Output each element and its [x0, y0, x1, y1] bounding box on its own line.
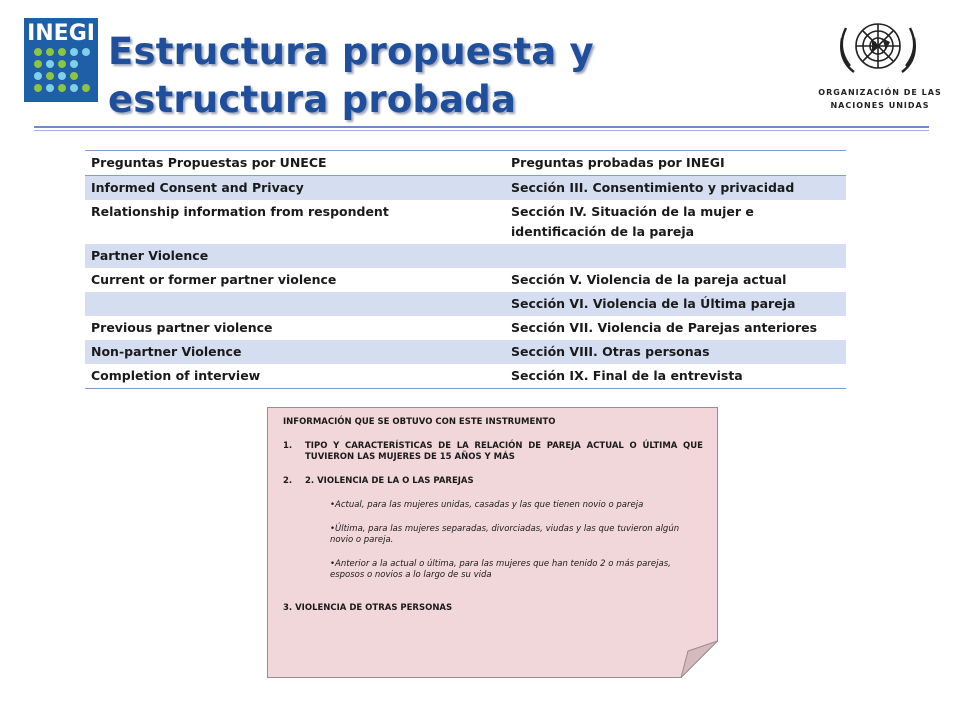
table-header-inegi: Preguntas probadas por INEGI	[505, 151, 846, 176]
table-cell	[85, 292, 505, 316]
header-rule-thin	[34, 130, 929, 131]
table-cell: Sección VII. Violencia de Parejas anteriores	[511, 320, 818, 335]
table-cell: Partner Violence	[85, 244, 505, 268]
table-cell: Previous partner violence	[91, 320, 273, 335]
table-row	[85, 200, 846, 244]
note-item-text: TIPO Y CARACTERÍSTICAS DE LA RELACIÓN DE PAREJA ACTUAL O ÚLTIMA QUE TUVIERON LAS MUJERES DE 15 AÑOS Y MÁS	[305, 441, 703, 462]
note-item	[283, 476, 703, 487]
bullet-icon: •	[330, 524, 336, 534]
table-cell: Sección VIII. Otras personas	[505, 340, 846, 364]
table-cell: Non-partner Violence	[85, 340, 505, 364]
table-cell: Sección IX. Final de la entrevista	[505, 364, 846, 389]
table-row	[85, 316, 846, 340]
table-row	[85, 176, 846, 201]
info-note	[267, 407, 718, 678]
un-caption-line1: ORGANIZACIÓN DE LAS	[818, 88, 942, 97]
page-title: Estructura propuesta y estructura probada	[108, 30, 594, 121]
note-item-number: 2.	[283, 476, 293, 486]
table-cell: Sección III. Consentimiento y privacidad	[505, 176, 846, 201]
note-subitem-text: Actual, para las mujeres unidas, casadas y las que tienen novio o pareja	[335, 500, 644, 510]
note-last-item: 3. VIOLENCIA DE OTRAS PERSONAS	[283, 603, 453, 613]
note-subitem-text: Anterior a la actual o última, para las mujeres que han tenido 2 o más parejas, esposos o novios a lo largo de su vida	[330, 559, 671, 580]
inegi-logo	[24, 18, 98, 102]
note-item-number: 1.	[283, 441, 293, 451]
note-content	[283, 417, 703, 613]
table-cell: Sección IV. Situación de la mujer e identificación de la pareja	[511, 204, 754, 239]
note-heading: INFORMACIÓN QUE SE OBTUVO CON ESTE INSTRUMENTO	[283, 417, 556, 427]
table-row	[85, 340, 846, 364]
table-row	[85, 364, 846, 389]
table-row	[85, 244, 846, 268]
note-subitem	[330, 524, 700, 546]
table-cell: Current or former partner violence	[91, 272, 337, 287]
un-caption	[818, 86, 942, 112]
comparison-table	[85, 150, 846, 389]
header-rule	[34, 126, 929, 128]
note-item-text: 2. VIOLENCIA DE LA O LAS PAREJAS	[305, 476, 474, 486]
inegi-logo-graphic	[24, 18, 98, 102]
table-header-row	[85, 151, 846, 176]
table-row	[85, 292, 846, 316]
table-cell: Relationship information from respondent	[91, 204, 389, 219]
table-cell: Completion of interview	[85, 364, 505, 389]
note-subitem	[330, 500, 700, 511]
note-subitem	[330, 559, 700, 581]
table-header-unece: Preguntas Propuestas por UNECE	[85, 151, 505, 176]
note-subitem-text: Última, para las mujeres separadas, divorciadas, viudas y las que tuvieron algún novio o pareja.	[330, 524, 680, 545]
bullet-icon: •	[330, 559, 336, 569]
table-row	[85, 268, 846, 292]
bullet-icon: •	[330, 500, 336, 510]
table-cell	[505, 244, 846, 268]
inegi-logo-text: INEGI	[27, 21, 95, 46]
note-item	[283, 441, 703, 463]
un-emblem-icon	[812, 6, 944, 86]
table-cell: Sección VI. Violencia de la Última pareja	[505, 292, 846, 316]
un-caption-line2: NACIONES UNIDAS	[830, 101, 930, 110]
table-cell: Informed Consent and Privacy	[85, 176, 505, 201]
table-cell: Sección V. Violencia de la pareja actual	[511, 272, 787, 287]
